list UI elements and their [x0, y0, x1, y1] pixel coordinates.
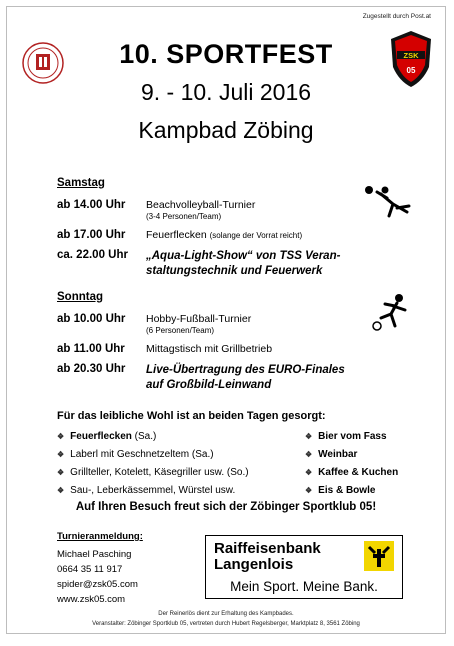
sponsor-name-line: Langenlois [214, 556, 294, 573]
activity-text: Beachvolleyball-Turnier [146, 199, 256, 211]
event-title: 10. SPORTFEST [119, 39, 333, 69]
drink-item [305, 485, 375, 496]
flyer-page [6, 6, 446, 634]
activity-text: Hobby-Fußball-Turnier [146, 313, 252, 325]
soccer-player-icon [367, 292, 415, 334]
program-activity [146, 229, 302, 242]
sponsor-name-line: Raiffeisenbank [214, 540, 321, 557]
program-activity [146, 313, 251, 337]
highlight-line: „Aqua-Light-Show“ von TSS Veran- [146, 250, 341, 262]
food-note: (So.) [226, 467, 249, 478]
sponsor-box [205, 535, 403, 599]
registration-heading: Turnieranmeldung: [57, 531, 143, 542]
program-activity [146, 343, 272, 355]
highlight-line: auf Großbild-Leinwand [146, 379, 272, 391]
food-item [57, 485, 235, 496]
day-heading-samstag: Samstag [57, 177, 105, 189]
event-place: Kampbad Zöbing [138, 117, 314, 143]
svg-text:ZSK: ZSK [403, 51, 419, 60]
contact-website[interactable]: www.zsk05.com [57, 594, 126, 605]
program-activity-highlight [146, 363, 345, 393]
food-name: Feuerflecken [70, 431, 132, 442]
food-note: (Sa.) [134, 431, 157, 442]
food-name: Laberl mit Geschnetzeltem [70, 449, 190, 460]
food-note: (Sa.) [191, 449, 214, 460]
program-activity [146, 199, 255, 223]
program-time: ab 14.00 Uhr [57, 199, 126, 211]
program-time: ab 11.00 Uhr [57, 343, 125, 355]
event-date: 9. - 10. Juli 2016 [140, 79, 312, 105]
food-item [57, 467, 249, 478]
bullet-icon: ❖ [57, 486, 65, 495]
raiffeisen-gable-cross-icon [364, 541, 394, 571]
bullet-icon: ❖ [57, 432, 65, 441]
contact-phone: 0664 35 11 917 [57, 564, 123, 575]
day-heading-sonntag: Sonntag [57, 291, 103, 303]
sponsor-slogan: Mein Sport. Meine Bank. [230, 579, 378, 594]
food-item [57, 449, 214, 460]
drink-name: Eis & Bowle [318, 485, 376, 496]
bullet-icon: ❖ [305, 486, 313, 495]
volleyball-player-icon [363, 182, 413, 222]
bullet-icon: ❖ [305, 468, 313, 477]
food-item [57, 431, 156, 442]
highlight-line: staltungstechnik und Feuerwerk [146, 265, 323, 277]
food-heading: Für das leibliche Wohl ist an beiden Tagen gesorgt: [57, 410, 326, 422]
food-name: Sau-, Leberkässemmel, Würstel usw. [70, 485, 236, 496]
bullet-icon: ❖ [305, 432, 313, 441]
program-time: ab 17.00 Uhr [57, 229, 126, 241]
svg-text:05: 05 [406, 66, 416, 75]
footer-organizer: Veranstalter: Zöbinger Sportklub 05, vertreten durch Hubert Regelsberger, Marktplatz 8, 3561 Zöbing [92, 621, 360, 627]
drink-name: Bier vom Fass [318, 431, 387, 442]
food-name: Grillteller, Kotelett, Käsegriller usw. [70, 467, 225, 478]
drink-item [305, 467, 398, 478]
visit-message: Auf Ihren Besuch freut sich der Zöbinger Sportklub 05! [75, 501, 377, 513]
contact-email[interactable]: spider@zsk05.com [57, 579, 138, 590]
sponsor-name [214, 541, 321, 573]
drink-item [305, 449, 357, 460]
program-time: ab 20.30 Uhr [57, 363, 126, 375]
drink-name: Kaffee & Kuchen [318, 467, 399, 478]
bullet-icon: ❖ [305, 450, 313, 459]
footer-note: Der Reinerlös dient zur Erhaltung des Kampbades. [158, 611, 294, 617]
contact-name: Michael Pasching [57, 549, 132, 560]
bullet-icon: ❖ [57, 468, 65, 477]
program-activity-highlight [146, 249, 340, 279]
activity-text: Feuerflecken [146, 229, 207, 241]
bullet-icon: ❖ [57, 450, 65, 459]
activity-note: (solange der Vorrat reicht) [209, 231, 303, 240]
activity-note: (6 Personen/Team) [146, 326, 215, 335]
program-time: ca. 22.00 Uhr [57, 249, 128, 261]
drink-name: Weinbar [318, 449, 358, 460]
program-time: ab 10.00 Uhr [57, 313, 126, 325]
highlight-line: Live-Übertragung des EURO-Finales [146, 364, 345, 376]
activity-note: (3-4 Personen/Team) [146, 212, 222, 221]
drink-item [305, 431, 387, 442]
post-note: Zugestellt durch Post.at [362, 13, 431, 20]
activity-text: Mittagstisch mit Grillbetrieb [146, 343, 273, 355]
